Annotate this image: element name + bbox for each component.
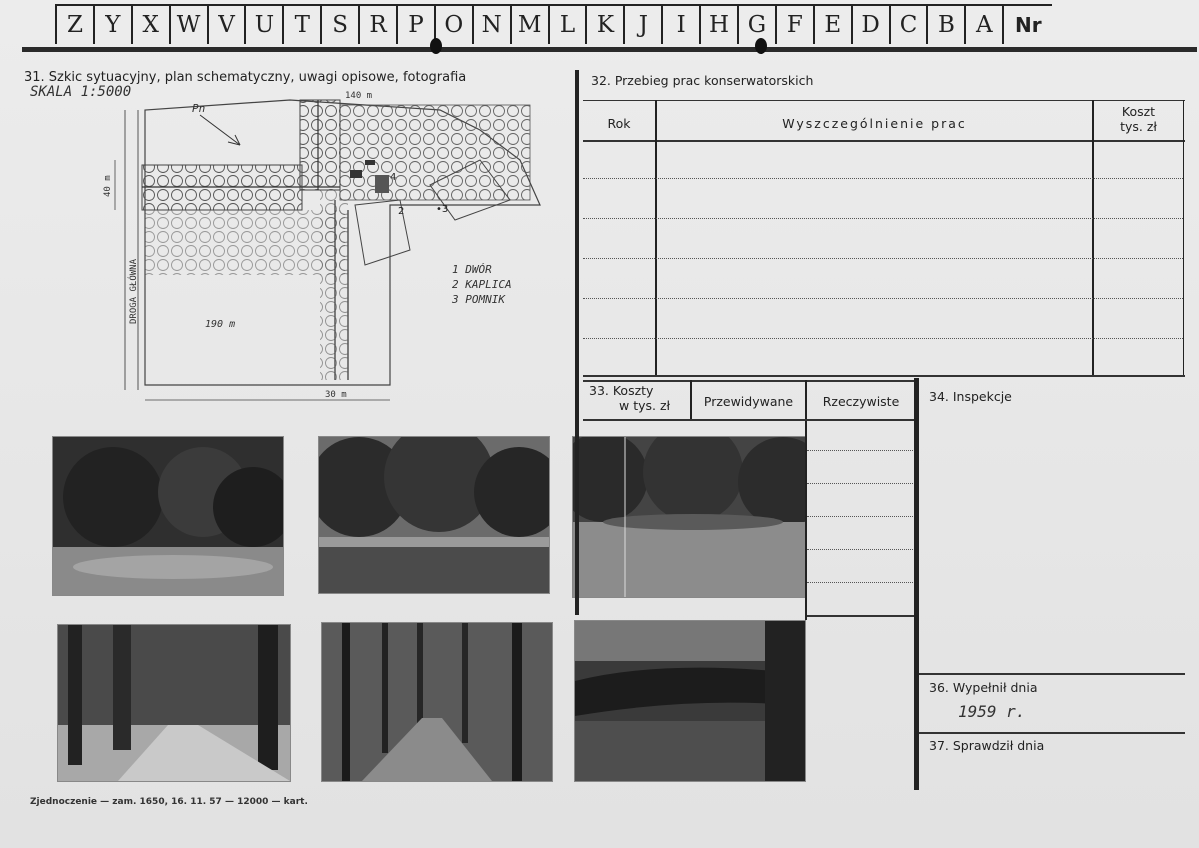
- letter-box-w: W: [169, 4, 207, 44]
- section37-title: 37. Sprawdził dnia: [929, 738, 1045, 753]
- legend-item-kaplica: 2 KAPLICA: [452, 278, 512, 291]
- dim-40-label: 40 m: [103, 175, 113, 197]
- photo-park-lawn-hedge: [318, 436, 550, 594]
- letter-box-p: P: [396, 4, 434, 44]
- letter-box-j: J: [623, 4, 661, 44]
- letter-box-s: S: [320, 4, 358, 44]
- section36-title: 36. Wypełnił dnia: [929, 680, 1038, 695]
- letter-box-o: O: [434, 4, 472, 44]
- col-header-year: Rok: [607, 116, 631, 131]
- cost-row-line: [807, 582, 915, 583]
- punch-hole: [755, 38, 767, 54]
- dim-190-label: 190 m: [205, 319, 236, 330]
- letter-box-n: N: [472, 4, 510, 44]
- entry-row-line: [583, 258, 1183, 259]
- rule: [583, 380, 915, 382]
- col-divider: [1092, 100, 1094, 375]
- section32-title: 32. Przebieg prac konserwatorskich: [591, 73, 814, 88]
- letter-box-v: V: [207, 4, 245, 44]
- letter-box-y: Y: [93, 4, 131, 44]
- letter-box-a: A: [964, 4, 1002, 44]
- entry-row-line: [583, 298, 1183, 299]
- letter-box-e: E: [813, 4, 851, 44]
- col-header-description: Wyszczególnienie prac: [782, 116, 967, 131]
- letter-box-z: Z: [55, 4, 93, 44]
- cost-row-line: [807, 483, 915, 484]
- letter-box-i: I: [661, 4, 699, 44]
- letter-box-k: K: [585, 4, 623, 44]
- letter-box-d: D: [851, 4, 889, 44]
- rule: [919, 673, 1185, 675]
- section-divider-right: [914, 378, 919, 790]
- marker-4: 4: [390, 172, 397, 183]
- section-divider-left: [575, 70, 579, 615]
- letter-box-m: M: [510, 4, 548, 44]
- rule: [583, 100, 1185, 101]
- photo-pond-reflection: [574, 620, 806, 782]
- dim-140-label: 140 m: [345, 91, 373, 101]
- map-legend: [452, 262, 512, 307]
- col-header-planned: Przewidywane: [703, 394, 794, 409]
- letter-box-c: C: [889, 4, 927, 44]
- header-rule: [22, 47, 1197, 52]
- entry-row-line: [583, 218, 1183, 219]
- north-arrow-label: Pn: [192, 102, 206, 115]
- photo-pond-with-trees: [52, 436, 284, 596]
- letter-box-h: H: [699, 4, 737, 44]
- letter-box-f: F: [775, 4, 813, 44]
- col-divider: [1183, 100, 1184, 375]
- letter-box-r: R: [358, 4, 396, 44]
- print-footer: Zjednoczenie — zam. 1650, 16. 11. 57 — 12000 — kart.: [30, 797, 308, 807]
- nr-box: Nr: [1002, 4, 1052, 44]
- col-header-cost: Koszt tys. zł: [1120, 104, 1157, 134]
- letter-box-u: U: [244, 4, 282, 44]
- letter-box-g: G: [737, 4, 775, 44]
- scale-note: SKALA 1:5000: [30, 84, 132, 100]
- section33-title: 33. Koszty w tys. zł: [589, 383, 671, 413]
- rule: [583, 419, 915, 421]
- cost-row-line: [807, 450, 915, 451]
- marker-3: •3: [436, 204, 449, 215]
- entry-row-line: [583, 338, 1183, 339]
- letter-index-row: [55, 4, 1052, 46]
- rule: [583, 140, 1185, 142]
- section34-title: 34. Inspekcje: [929, 389, 1012, 404]
- entry-row-line: [583, 178, 1183, 179]
- col-header-actual: Rzeczywiste: [822, 394, 900, 409]
- photo-forest-alley: [321, 622, 553, 782]
- site-sketch-map: [100, 90, 560, 420]
- col-divider: [655, 100, 657, 375]
- road-label: DROGA GŁÓWNA: [129, 258, 139, 324]
- cost-row-line: [807, 549, 915, 550]
- dim-30-label: 30 m: [325, 390, 347, 400]
- cost-row-line: [807, 516, 915, 517]
- photo-monument-lawn: [572, 436, 806, 598]
- letter-box-x: X: [131, 4, 169, 44]
- rule: [583, 375, 1185, 377]
- section31-title: 31. Szkic sytuacyjny, plan schematyczny, uwagi opisowe, fotografia: [24, 70, 467, 85]
- rule: [807, 615, 915, 617]
- letter-box-t: T: [282, 4, 320, 44]
- legend-item-dwor: 1 DWÓR: [452, 263, 492, 276]
- punch-hole: [430, 38, 442, 54]
- letter-box-l: L: [548, 4, 586, 44]
- col-divider: [805, 380, 807, 620]
- marker-2: 2: [398, 206, 405, 217]
- photo-tree-lined-path: [57, 624, 291, 782]
- letter-box-b: B: [926, 4, 964, 44]
- section36-date-value: 1959 r.: [958, 702, 1026, 721]
- legend-item-pomnik: 3 POMNIK: [452, 293, 505, 306]
- rule: [919, 732, 1185, 734]
